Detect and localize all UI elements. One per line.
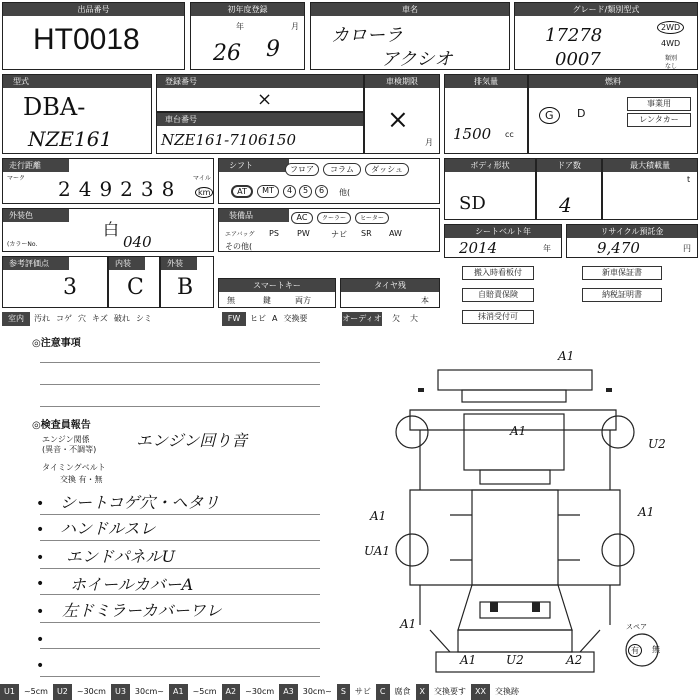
smart-key-both: 両方 [295, 296, 311, 305]
first-reg-box [190, 2, 305, 70]
spare-alt: 無 [652, 645, 660, 654]
remark-line-4 [40, 594, 320, 595]
inspection-box [364, 74, 440, 154]
year-unit: 年 [236, 22, 244, 31]
fuel-g: G [539, 107, 560, 124]
spare-value: 有 [628, 644, 642, 657]
fuel-box [528, 74, 698, 154]
mark-a1-right: A1 [638, 505, 655, 519]
score-label: 参考評価点 [3, 257, 69, 270]
mileage-mark: マーク [7, 175, 26, 182]
fw-crack: ヒビ [250, 314, 266, 323]
legend-desc-a1: ~5cm [192, 687, 217, 696]
shift-floor: フロア [285, 163, 319, 176]
remark-4: ホイールカバーA [70, 575, 194, 594]
remark-line-5 [40, 622, 320, 623]
recycle-label: リサイクル預託金 [567, 225, 697, 238]
bullet-2: • [36, 522, 45, 538]
legend-desc-u3: 30cm~ [134, 687, 164, 696]
legend-code-a2: A2 [222, 684, 241, 700]
displacement-unit: cc [505, 130, 514, 139]
grade-box [514, 2, 698, 70]
model-label: 型式 [3, 75, 151, 88]
interior-notes-items [34, 312, 214, 326]
recycle-value: 9,470 [597, 239, 640, 257]
smart-key-none: 無 [227, 296, 235, 305]
fw-replace: 交換要 [283, 314, 308, 323]
recycle-box [566, 224, 698, 258]
exterior-value: B [177, 275, 194, 300]
fw-a: A [272, 314, 278, 323]
grade-value1: 17278 [545, 25, 603, 46]
mileage-box [2, 158, 214, 204]
note-hole: 穴 [78, 314, 86, 323]
legend-desc-s: サビ [354, 687, 371, 696]
business-use: 事業用 [627, 97, 691, 111]
doc-arrival-sign: 搬入時看板付 [462, 266, 534, 280]
fw-label: FW [222, 312, 246, 326]
mark-a1-top: A1 [558, 349, 575, 363]
mark-a1-rear-left: A1 [400, 617, 417, 631]
doors-label: ドア数 [537, 159, 601, 172]
shift-label: シフト [219, 159, 289, 172]
tire-label: タイヤ残 [341, 279, 439, 292]
attention-title: ◎注意事項 [32, 338, 81, 349]
inspection-value: × [387, 105, 409, 135]
remark-5: 左ドミラーカバーワレ [62, 601, 222, 620]
legend-desc-c: 腐食 [394, 687, 411, 696]
color-code: 040 [123, 233, 152, 251]
seatbelt-box [444, 224, 562, 258]
mark-a1-hood: A1 [510, 424, 527, 438]
score-box [2, 256, 108, 308]
inspector-title: ◎検査員報告 [32, 420, 91, 431]
displacement-box [444, 74, 528, 154]
lot-label: 出品番号 [3, 3, 184, 16]
grade-note2: なし [665, 63, 678, 70]
equip-ps: PS [269, 229, 279, 238]
doors-value: 4 [559, 193, 572, 217]
reg-no-value: × [257, 89, 273, 110]
doors-box [536, 158, 602, 220]
model-value1: DBA- [23, 93, 86, 121]
grade-label: グレード/類別型式 [515, 3, 697, 16]
displacement-value: 1500 [453, 125, 492, 143]
remark-line-1 [40, 514, 320, 515]
drive-4wd: 4WD [661, 39, 681, 48]
remark-line-2 [40, 540, 320, 541]
remark-line-3 [40, 568, 320, 569]
timing-value: 交換 有・無 [60, 475, 103, 484]
color-code-label: (カラーNo. [7, 241, 38, 248]
first-reg-label: 初年度登録 [191, 3, 304, 16]
capacity-label: 最大積載量 [603, 159, 697, 172]
shift-dash: ダッシュ [365, 163, 409, 176]
grade-note1: 類別 [665, 55, 678, 62]
equip-sr: SR [361, 229, 372, 238]
mark-u2-bottom: U2 [506, 653, 524, 667]
drive-2wd: 2WD [657, 21, 684, 34]
equip-ac: AC [291, 212, 313, 224]
remark-line-7 [40, 676, 320, 677]
mark-a1-bottom: A1 [460, 653, 477, 667]
mileage-label: 走行距離 [3, 159, 69, 172]
inspection-month: 月 [425, 138, 433, 147]
equip-navi: ナビ [331, 230, 347, 239]
reg-no-label: 登録番号 [157, 75, 363, 88]
mileage-mile: マイル [193, 175, 211, 182]
body-box [444, 158, 536, 220]
car-name-label: 車名 [311, 3, 509, 16]
equip-heater: ヒーター [355, 212, 389, 224]
body-value: SD [459, 193, 486, 214]
note-stain: シミ [135, 314, 152, 323]
capacity-box [602, 158, 698, 220]
audio-items [392, 312, 440, 326]
seatbelt-label: シートベルト年 [445, 225, 561, 238]
reg-month: 9 [266, 37, 280, 62]
legend-desc-x: 交換要す [433, 687, 466, 696]
remark-line-6 [40, 648, 320, 649]
tire-unit: 本 [421, 296, 429, 305]
body-label: ボディ形状 [445, 159, 535, 172]
car-name-line1: カローラ [331, 25, 403, 46]
mark-u2-right: U2 [648, 437, 666, 451]
shift-at: AT [231, 185, 253, 198]
mark-a2-bottom: A2 [566, 653, 583, 667]
interior-notes-label: 室内 [2, 312, 30, 326]
smart-key-box [218, 278, 336, 308]
recycle-unit: 円 [683, 244, 691, 253]
fuel-d: D [577, 107, 586, 120]
audio-missing: 欠 [392, 314, 400, 323]
legend-desc-a2: ~30cm [245, 687, 275, 696]
model-value2: NZE161 [28, 127, 113, 151]
engine-label1: エンジン関係 [42, 435, 90, 444]
attention-line-1 [40, 362, 320, 363]
bullet-3: • [36, 550, 45, 566]
month-unit: 月 [291, 22, 299, 31]
equip-airbag: エアバッグ [225, 231, 255, 238]
doc-warranty: 新車保証書 [582, 266, 662, 280]
legend-desc-a3: 30cm~ [302, 687, 332, 696]
chassis-value: NZE161-7106150 [161, 131, 296, 149]
color-label: 外装色 [3, 209, 69, 222]
bullet-1: • [36, 496, 45, 512]
legend-code-s: S [337, 684, 350, 700]
inspection-label: 車検期限 [365, 75, 439, 88]
displacement-label: 排気量 [445, 75, 527, 88]
exterior-box [160, 256, 214, 308]
shift-other: 他( [339, 188, 351, 197]
spare-label: スペア [626, 623, 647, 631]
car-name-box [310, 2, 510, 70]
reg-no-box [156, 74, 364, 112]
remark-3: エンドパネルU [66, 547, 176, 566]
capacity-unit: t [687, 175, 691, 184]
audio-large: 大 [410, 314, 418, 323]
interior-value: C [127, 275, 144, 300]
tire-box [340, 278, 440, 308]
bullet-7: • [36, 658, 45, 674]
fuel-label: 燃料 [529, 75, 697, 88]
shift-box [218, 158, 440, 204]
equip-aw: AW [389, 229, 402, 238]
legend-desc-u2: ~30cm [76, 687, 106, 696]
chassis-box [156, 112, 364, 154]
gear-6: 6 [315, 185, 328, 198]
color-box [2, 208, 214, 252]
engine-label2: (異音・不調等) [42, 445, 97, 454]
lot-box [2, 2, 185, 70]
note-burn: コゲ [56, 314, 72, 323]
mark-a1-left: A1 [370, 509, 387, 523]
chassis-label: 車台番号 [157, 113, 363, 126]
exterior-label: 外装 [161, 257, 197, 270]
bullet-4: • [36, 576, 45, 592]
color-value: 白 [103, 220, 120, 239]
equipment-box [218, 208, 440, 252]
equip-other: その他( [225, 242, 253, 251]
doc-deregister: 抹消受付可 [462, 310, 534, 324]
rental-car: レンタカー [627, 113, 691, 127]
shift-mt: MT [257, 185, 279, 198]
mileage-km: km [195, 187, 213, 198]
mark-ua1-left: UA1 [364, 544, 391, 558]
note-dirt: 汚れ [34, 314, 50, 323]
legend-code-u1: U1 [0, 684, 19, 700]
shift-column: コラム [323, 163, 361, 176]
legend-code-xx: XX [471, 684, 490, 700]
remark-2: ハンドルスレ [60, 519, 156, 538]
damage-legend [0, 684, 700, 700]
legend-desc-u1: ~5cm [23, 687, 48, 696]
lot-number: HT0018 [33, 23, 140, 56]
legend-code-a1: A1 [169, 684, 188, 700]
interior-label: 内装 [109, 257, 145, 270]
gear-4: 4 [283, 185, 296, 198]
legend-desc-xx: 交換跡 [494, 687, 519, 696]
doc-tax: 納税証明書 [582, 288, 662, 302]
note-tear: 破れ [113, 314, 130, 323]
smart-key-key: 鍵 [263, 296, 271, 305]
gear-5: 5 [299, 185, 312, 198]
remark-1: シートコゲ穴・ヘタリ [60, 493, 220, 512]
smart-key-label: スマートキー [219, 279, 335, 292]
engine-value: エンジン回り音 [136, 431, 248, 450]
equipment-label: 装備品 [219, 209, 289, 222]
attention-line-2 [40, 384, 320, 385]
legend-code-u2: U2 [53, 684, 72, 700]
seatbelt-unit: 年 [543, 244, 551, 253]
bullet-6: • [36, 632, 45, 648]
bullet-5: • [36, 604, 45, 620]
grade-value2: 0007 [555, 49, 601, 70]
reg-year: 26 [213, 41, 241, 66]
legend-code-x: X [416, 684, 429, 700]
score-value: 3 [63, 275, 77, 300]
legend-code-u3: U3 [111, 684, 130, 700]
equip-cooler: クーラー [317, 212, 351, 224]
legend-code-c: C [376, 684, 390, 700]
interior-box [108, 256, 160, 308]
fw-items [250, 312, 338, 326]
equip-pw: PW [297, 229, 310, 238]
audio-label: オーディオ [342, 312, 382, 326]
attention-line-3 [40, 406, 320, 407]
car-name-line2: アクシオ [381, 49, 453, 70]
legend-code-a3: A3 [279, 684, 298, 700]
seatbelt-value: 2014 [459, 239, 498, 257]
note-scratch: キズ [92, 314, 108, 323]
doc-insurance: 自賠責保険 [462, 288, 534, 302]
model-box [2, 74, 152, 154]
timing-label: タイミングベルト [42, 463, 106, 472]
mileage-value: 249238 [58, 177, 183, 201]
